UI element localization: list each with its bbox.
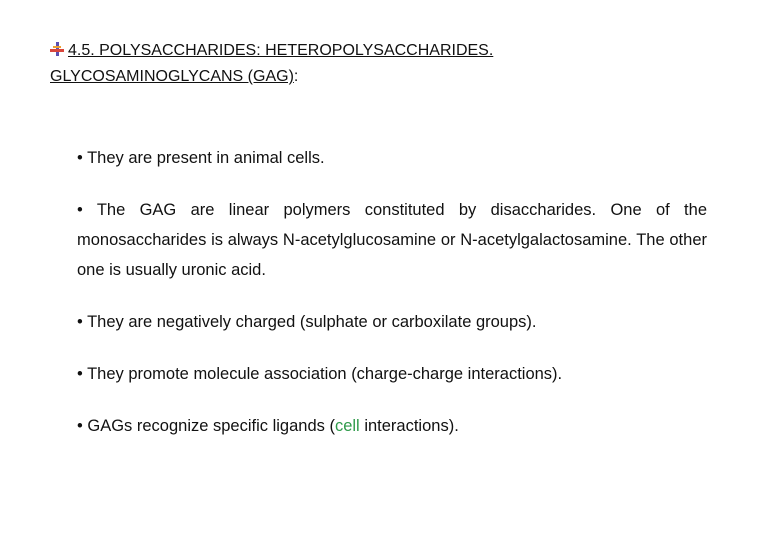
bullet-list	[77, 143, 707, 463]
bullet-item-5-highlight: cell	[334, 417, 360, 435]
heading-line-2	[50, 64, 750, 90]
bullet-item-5-post: interactions).	[359, 417, 459, 435]
bullet-item-5-pre: • GAGs recognize specific ligands (	[77, 417, 335, 435]
slide-heading	[50, 38, 750, 90]
bullet-item-1: • They are present in animal cells.	[77, 149, 325, 167]
bullet-item-3: • They are negatively charged (sulphate or carboxilate groups).	[77, 313, 537, 331]
heading-line-1	[50, 38, 750, 64]
heading-title-1: 4.5. POLYSACCHARIDES: HETEROPOLYSACCHARIDES.	[68, 42, 494, 59]
heading-colon: :	[293, 68, 299, 85]
bullet-item-2: • The GAG are linear polymers constituted by disaccharides. One of the monosaccharides is always N-acetylglucosamine or N-acetylgalactosamine. The other one is usually uronic acid.	[77, 201, 707, 279]
heading-title-2: GLYCOSAMINOGLYCANS (GAG)	[50, 68, 294, 85]
bullet-item-5	[77, 411, 707, 441]
bullet-item-4: • They promote molecule association (charge-charge interactions).	[77, 365, 563, 383]
colored-cross-bullet-icon	[50, 42, 64, 56]
